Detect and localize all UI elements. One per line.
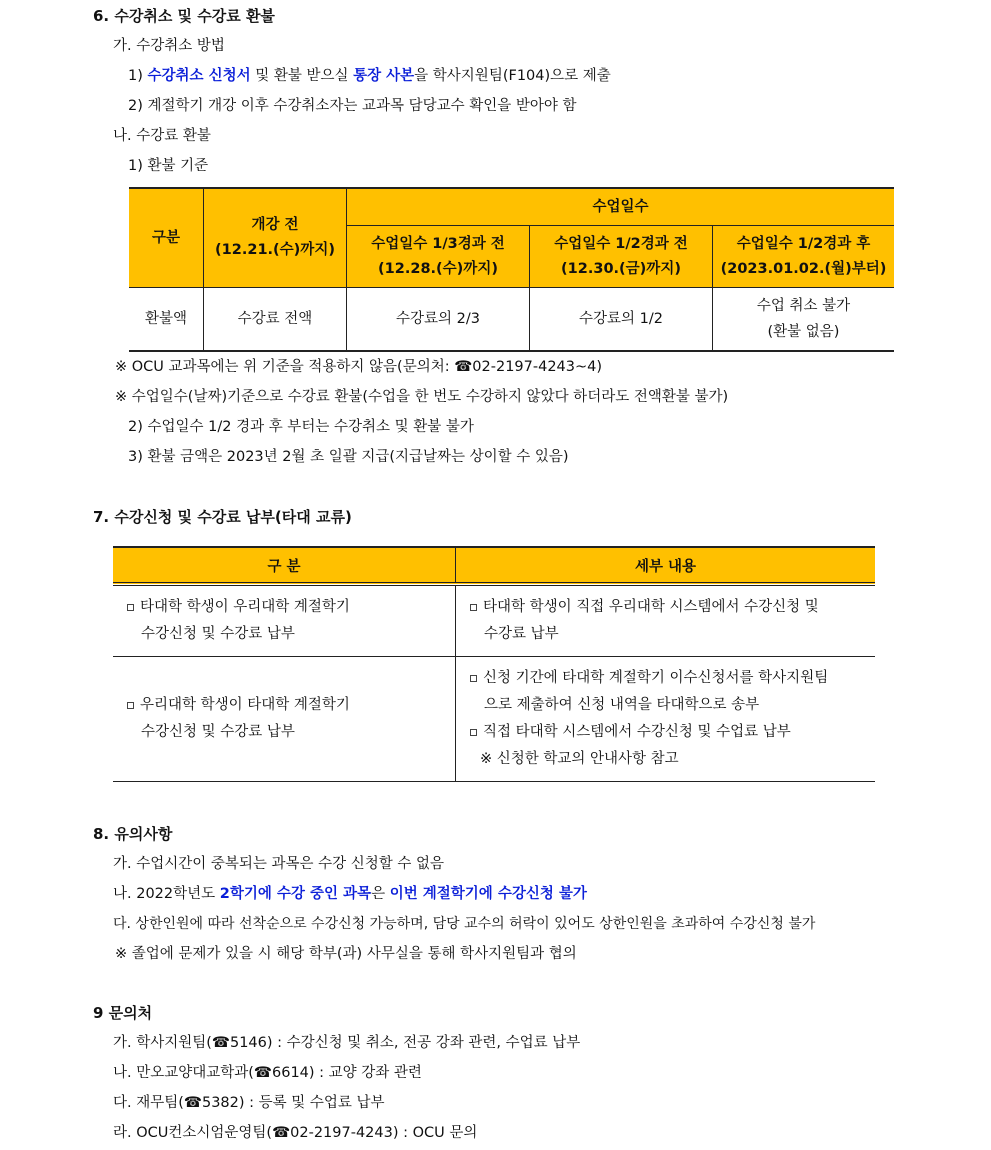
section6-ga2: 2) 계절학기 개강 이후 수강취소자는 교과목 담당교수 확인을 받아야 함 <box>128 98 577 114</box>
row1-details-line1 <box>470 594 874 621</box>
section8-ga: 가. 수업시간이 중복되는 과목은 수강 신청할 수 없음 <box>113 856 445 872</box>
item-number: 1) <box>128 68 143 84</box>
table-row <box>113 584 875 657</box>
section6-na1: 1) 환불 기준 <box>128 158 209 174</box>
square-bullet-icon <box>127 604 134 611</box>
refund-criteria-table <box>129 187 894 352</box>
text-prefix: 나. 2022학년도 <box>113 886 220 902</box>
col-category: 구분 <box>129 188 204 288</box>
square-bullet-icon <box>470 729 477 736</box>
text: 타대학 학생이 우리대학 계절학기 <box>140 599 350 615</box>
cell-no-refund <box>713 288 895 352</box>
col-category: 구 분 <box>113 547 456 584</box>
section6-note1: ※ OCU 교과목에는 위 기준을 적용하지 않음(문의처: ☎02-2197-4243~4) <box>115 359 603 375</box>
col-half-after-line2: (2023.01.02.(월)부터) <box>720 260 887 277</box>
square-bullet-icon <box>470 604 477 611</box>
cell-half: 수강료의 1/2 <box>530 288 713 352</box>
row2-category-line2: 수강신청 및 수강료 납부 <box>141 724 295 740</box>
highlight-not-allowed: 이번 계절학기에 수강신청 불가 <box>389 886 587 902</box>
section6-title: 6. 수강취소 및 수강료 환불 <box>93 7 275 25</box>
highlight-bankbook-copy: 통장 사본 <box>353 68 415 84</box>
cell-two-thirds: 수강료의 2/3 <box>347 288 530 352</box>
section8-note: ※ 졸업에 문제가 있을 시 해당 학부(과) 사무실을 통해 학사지원팀과 협의 <box>115 946 577 962</box>
section6-ga1 <box>128 66 611 86</box>
row2-category <box>113 657 456 782</box>
section6-na3: 3) 환불 금액은 2023년 2월 초 일괄 지급(지급날짜는 상이할 수 있음) <box>128 449 569 465</box>
row2-details-line3 <box>470 719 874 746</box>
no-refund-line2: (환불 없음) <box>767 324 840 340</box>
section9-title: 9 문의처 <box>93 1004 153 1022</box>
col-before-line1: 개강 전 <box>251 217 299 233</box>
col-before-opening <box>204 188 347 288</box>
row2-details-line4: ※ 신청한 학교의 안내사항 참고 <box>480 751 679 767</box>
row1-details-line2: 수강료 납부 <box>484 626 559 642</box>
contact-item: 가. 학사지원팀(☎5146) : 수강신청 및 취소, 전공 강좌 관련, 수업료 납부 <box>113 1035 581 1051</box>
row1-details <box>456 584 876 657</box>
row1-category-line2: 수강신청 및 수강료 납부 <box>141 626 295 642</box>
exchange-registration-table <box>113 546 875 782</box>
group-header-class-days: 수업일수 <box>347 188 895 226</box>
section8-da: 다. 상한인원에 따라 선착순으로 수강신청 가능하며, 담당 교수의 허락이 있어도 상한인원을 초과하여 수강신청 불가 <box>113 916 816 932</box>
col-half-after <box>713 226 895 288</box>
section8-title: 8. 유의사항 <box>93 825 173 843</box>
section6-na2: 2) 수업일수 1/2 경과 후 부터는 수강취소 및 환불 불가 <box>128 419 474 435</box>
row-label-refund: 환불액 <box>129 288 204 352</box>
row2-details-line2: 으로 제출하여 신청 내역을 타대학으로 송부 <box>484 697 760 713</box>
text: 우리대학 학생이 타대학 계절학기 <box>140 697 350 713</box>
col-half-before <box>530 226 713 288</box>
text: 직접 타대학 시스템에서 수강신청 및 수업료 납부 <box>483 724 791 740</box>
col-details: 세부 내용 <box>456 547 876 584</box>
table-row <box>113 657 875 782</box>
section6-na: 나. 수강료 환불 <box>113 128 211 144</box>
text-mid: 은 <box>371 886 390 902</box>
row1-category <box>113 584 456 657</box>
col-half-after-line1: 수업일수 1/2경과 후 <box>736 235 871 252</box>
row2-details <box>456 657 876 782</box>
section6-note2: ※ 수업일수(날짜)기준으로 수강료 환불(수업을 한 번도 수강하지 않았다 하더라도 전액환불 불가) <box>115 389 729 405</box>
col-half-before-line2: (12.30.(금)까지) <box>561 260 681 277</box>
contact-item: 라. OCU컨소시엄운영팀(☎02-2197-4243) : OCU 문의 <box>113 1125 478 1141</box>
col-one-third-line2: (12.28.(수)까지) <box>378 260 498 277</box>
section8-na <box>113 884 587 904</box>
cell-full-refund: 수강료 전액 <box>204 288 347 352</box>
no-refund-line1: 수업 취소 불가 <box>756 298 851 314</box>
contact-item: 다. 재무팀(☎5382) : 등록 및 수업료 납부 <box>113 1095 385 1111</box>
row1-category-line1 <box>127 594 454 621</box>
highlight-cancel-form: 수강취소 신청서 <box>147 68 251 84</box>
square-bullet-icon <box>470 675 477 682</box>
text: 타대학 학생이 직접 우리대학 시스템에서 수강신청 및 <box>483 599 819 615</box>
row2-category-line1 <box>127 692 454 719</box>
text-rest: 을 학사지원팀(F104)으로 제출 <box>414 68 611 84</box>
text: 신청 기간에 타대학 계절학기 이수신청서를 학사지원팀 <box>483 670 829 686</box>
highlight-current-courses: 2학기에 수강 중인 과목 <box>219 886 372 902</box>
col-before-line2: (12.21.(수)까지) <box>215 242 335 258</box>
section6-ga: 가. 수강취소 방법 <box>113 38 225 54</box>
square-bullet-icon <box>127 702 134 709</box>
contact-item: 나. 만오교양대교학과(☎6614) : 교양 강좌 관련 <box>113 1065 422 1081</box>
text-mid: 및 환불 받으실 <box>250 68 354 84</box>
col-half-before-line1: 수업일수 1/2경과 전 <box>554 235 688 252</box>
col-one-third-line1: 수업일수 1/3경과 전 <box>371 235 505 252</box>
col-one-third <box>347 226 530 288</box>
section7-title: 7. 수강신청 및 수강료 납부(타대 교류) <box>93 508 352 526</box>
table-row <box>129 288 894 352</box>
row2-details-line1 <box>470 665 874 692</box>
